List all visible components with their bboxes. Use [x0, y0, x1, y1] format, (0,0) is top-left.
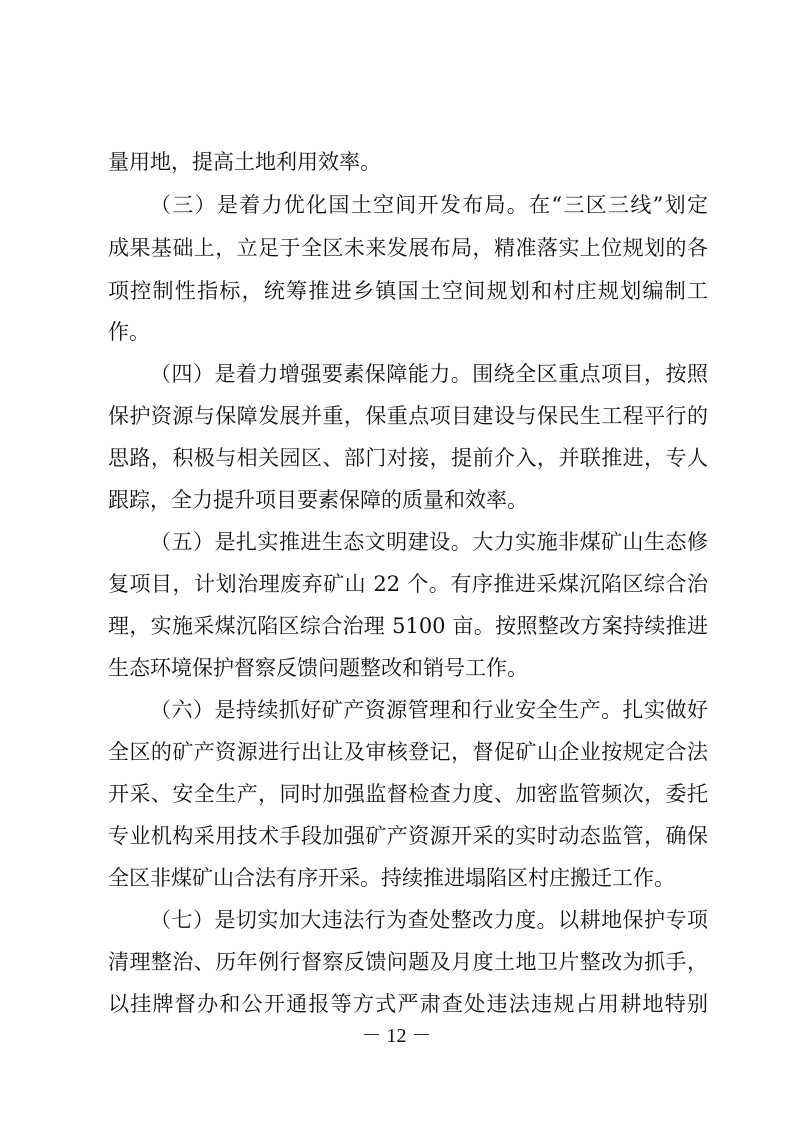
text-line: 以挂牌督办和公开通报等方式严肃查处违法违规占用耕地特别 [108, 992, 708, 1016]
text-line: 开采、安全生产，同时加强监督检查力度、加密监管频次，委托 [108, 782, 708, 806]
paragraph-four-line: （四）是着力增强要素保障能力。围绕全区重点项目，按照 [150, 362, 708, 386]
paragraph-five-line: （五）是扎实推进生态文明建设。大力实施非煤矿山生态修 [150, 530, 708, 554]
text-line: 跟踪，全力提升项目要素保障的质量和效率。 [108, 488, 528, 512]
text-line: 清理整治、历年例行督察反馈问题及月度土地卫片整改为抓手， [108, 950, 708, 974]
text-line: 全区非煤矿山合法有序开采。持续推进塌陷区村庄搬迁工作。 [108, 866, 675, 890]
text-line: 思路，积极与相关园区、部门对接，提前介入，并联推进，专人 [108, 446, 708, 470]
text-line: 全区的矿产资源进行出让及审核登记，督促矿山企业按规定合法 [108, 740, 708, 764]
text-line: 成果基础上，立足于全区未来发展布局，精准落实上位规划的各 [108, 236, 708, 260]
text-line: 专业机构采用技术手段加强矿产资源开采的实时动态监管，确保 [108, 824, 708, 848]
text-line: 生态环境保护督察反馈问题整改和销号工作。 [108, 656, 528, 680]
page-number: － 12 － [361, 1025, 432, 1047]
text-line: 保护资源与保障发展并重，保重点项目建设与保民生工程平行的 [108, 404, 708, 428]
text-line: 作。 [108, 320, 150, 344]
paragraph-seven-line: （七）是切实加大违法行为查处整改力度。以耕地保护专项 [150, 908, 708, 932]
text-line: 理，实施采煤沉陷区综合治理 5100 亩。按照整改方案持续推进 [108, 614, 708, 638]
paragraph-three-line: （三）是着力优化国土空间开发布局。在“三区三线”划定 [150, 193, 708, 217]
text-line: 项控制性指标，统筹推进乡镇国土空间规划和村庄规划编制工 [108, 279, 708, 303]
text-line: 复项目，计划治理废弃矿山 22 个。有序推进采煤沉陷区综合治 [108, 572, 708, 596]
text-line: 量用地，提高土地利用效率。 [108, 150, 381, 174]
paragraph-six-line: （六）是持续抓好矿产资源管理和行业安全生产。扎实做好 [150, 698, 708, 722]
